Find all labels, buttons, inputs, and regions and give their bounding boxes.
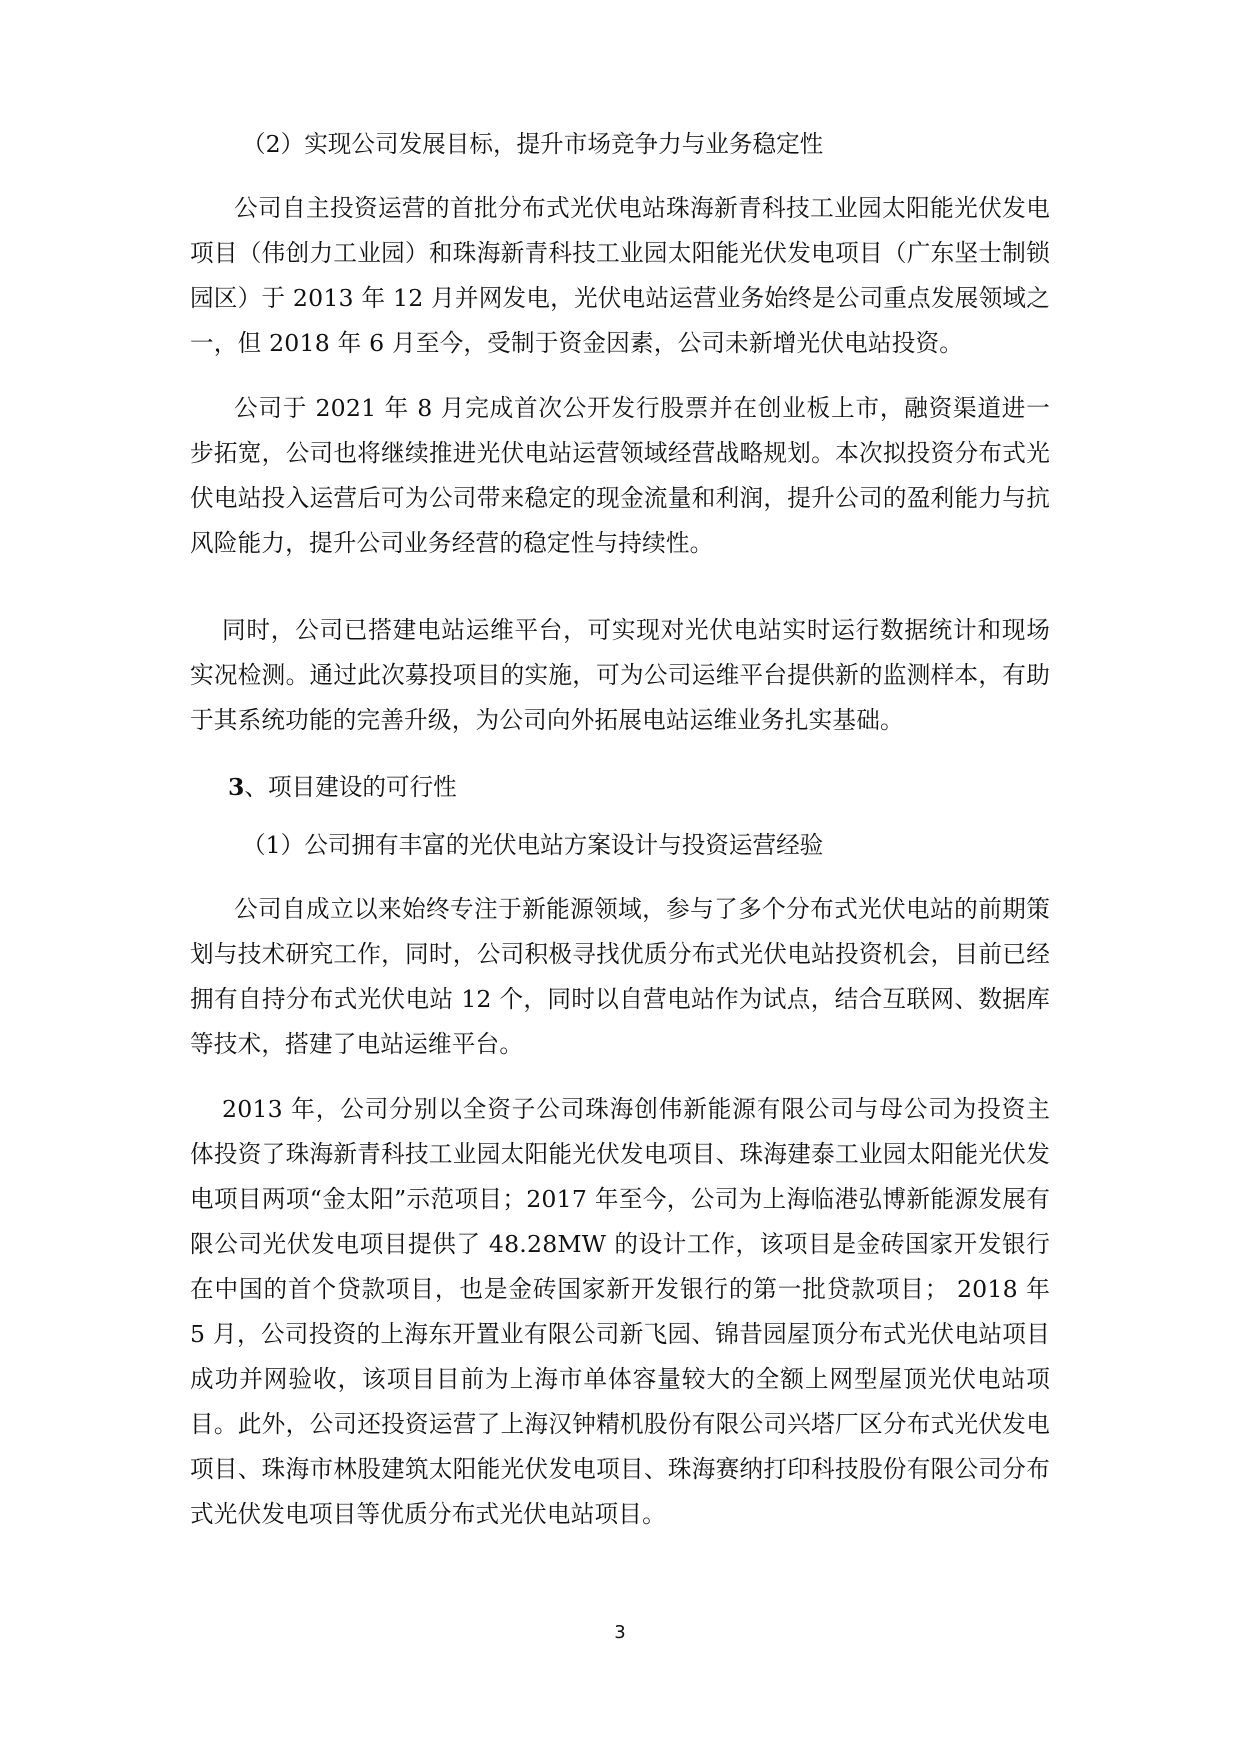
paragraph-4: 公司自成立以来始终专注于新能源领域，参与了多个分布式光伏电站的前期策划与技术研究工作，同时，公司积极寻找优质分布式光伏电站投资机会，目前已经拥有自持分布式光伏电站 12 个，同时以自营电站作为试点，结合互联网、数据库等技术，搭建了电站运维平台。 (190, 895, 1050, 1058)
section-heading-2: （2）实现公司发展目标，提升市场竞争力与业务稳定性 (242, 130, 824, 158)
section-heading-1: （1）公司拥有丰富的光伏电站方案设计与投资运营经验 (242, 831, 824, 859)
paragraph-3: 同时，公司已搭建电站运维平台，可实现对光伏电站实时运行数据统计和现场实况检测。通过此次募投项目的实施，可为公司运维平台提供新的监测样本，有助于其系统功能的完善升级，为公司向外拓展电站运维业务扎实基础。 (190, 616, 1050, 734)
section-heading-3 (190, 771, 1050, 803)
document-body (190, 128, 1050, 1537)
paragraph-2: 公司于 2021 年 8 月完成首次公开发行股票并在创业板上市，融资渠道进一步拓宽，公司也将继续推进光伏电站运营领域经营战略规划。本次拟投资分布式光伏电站投入运营后可为公司带来稳定的现金流量和利润，提升公司的盈利能力与抗风险能力，提升公司业务经营的稳定性与持续性。 (190, 394, 1050, 557)
section-number: 3 (228, 773, 245, 801)
paragraph-5: 2013 年，公司分别以全资子公司珠海创伟新能源有限公司与母公司为投资主体投资了珠海新青科技工业园太阳能光伏发电项目、珠海建泰工业园太阳能光伏发电项目两项“金太阳”示范项目；2017 年至今，公司为上海临港弘博新能源发展有限公司光伏发电项目提供了 48.28MW 的设计工作，该项目是金砖国家开发银行在中国的首个贷款项目，也是金砖国家新开发银行的第一批贷款项目； 2018 年 5 月，公司投资的上海东开置业有限公司新飞园、锦昔园屋顶分布式光伏电站项目成功并网验收，该项目目前为上海市单体容量较大的全额上网型屋顶光伏电站项目。此外，公司还投资运营了上海汉钟精机股份有限公司兴塔厂区分布式光伏发电项目、珠海市林股建筑太阳能光伏发电项目、珠海赛纳打印科技股份有限公司分布式光伏发电项目等优质分布式光伏电站项目。 (190, 1095, 1050, 1528)
page-number: 3 (614, 1622, 626, 1643)
paragraph-1: 公司自主投资运营的首批分布式光伏电站珠海新青科技工业园太阳能光伏发电项目（伟创力工业园）和珠海新青科技工业园太阳能光伏发电项目（广东坚士制锁园区）于 2013 年 12 月并网发电，光伏电站运营业务始终是公司重点发展领域之一，但 2018 年 6 月至今，受制于资金因素，公司未新增光伏电站投资。 (190, 194, 1050, 357)
section-heading-3-text: 、项目建设的可行性 (244, 773, 457, 801)
